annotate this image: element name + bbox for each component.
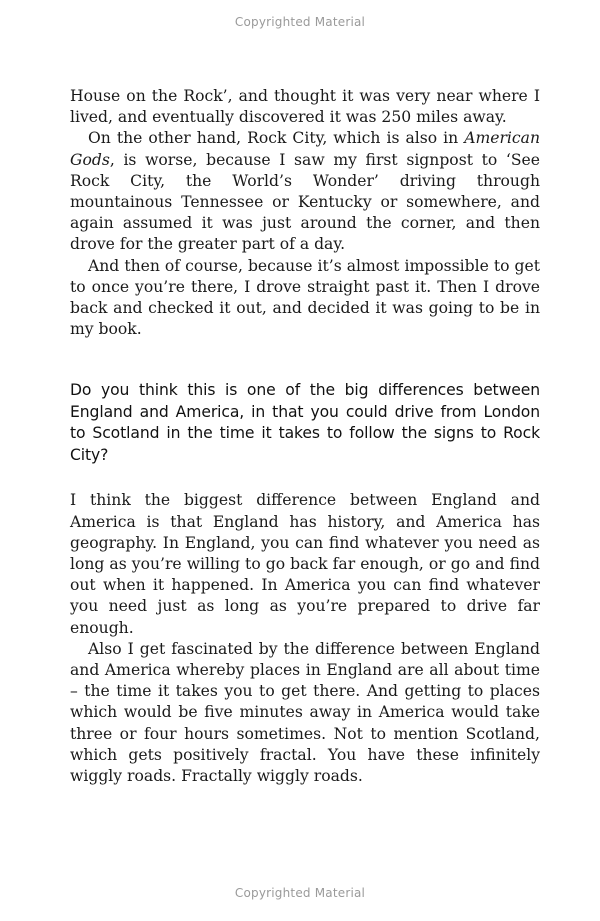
page-body: [70, 86, 540, 787]
paragraph-continuation: House on the Rock’, and thought it was very near where I lived, and eventually discovered it was 250 miles away.: [70, 87, 540, 127]
book-title-italic: American Gods: [70, 129, 540, 169]
interview-question: Do you think this is one of the big differences between England and America, in that you could drive from London to Scotland in the time it takes to follow the signs to Rock City?: [70, 381, 540, 464]
copyright-watermark-bottom: Copyrighted Material: [234, 886, 366, 900]
answer-paragraph-2: Also I get fascinated by the difference between England and America whereby places in England are all about time – the time it takes you to get there. And getting to places which would be five minutes away in America would take three or four hours sometimes. Not to mention Scotland, which gets positively fractal. You have these infinitely wiggly roads. Fractally wiggly roads.: [70, 639, 540, 786]
paragraph-drove-past: And then of course, because it’s almost impossible to get to once you’re there, I drove straight past it. Then I drove back and checked it out, and decided it was going to be in my book.: [70, 256, 540, 339]
answer-paragraph-1: I think the biggest difference between England and America is that England has history, and America has geography. In England, you can find whatever you need as long as you’re willing to go back far enough, or go and find out when it happened. In America you can find whatever you need just as long as you’re prepared to drive far enough.: [70, 491, 540, 637]
paragraph-text: On the other hand, Rock City, which is also in: [88, 129, 465, 148]
paragraph-rock-city: [70, 128, 540, 255]
copyright-watermark-top: Copyrighted Material: [234, 15, 366, 29]
paragraph-text: , is worse, because I saw my first signpost to ‘See Rock City, the World’s Wonder’ driving through mountainous Tennessee or Kentucky or somewhere, and again assumed it was just around the corner, and then drove for the greater part of a day.: [70, 150, 540, 254]
